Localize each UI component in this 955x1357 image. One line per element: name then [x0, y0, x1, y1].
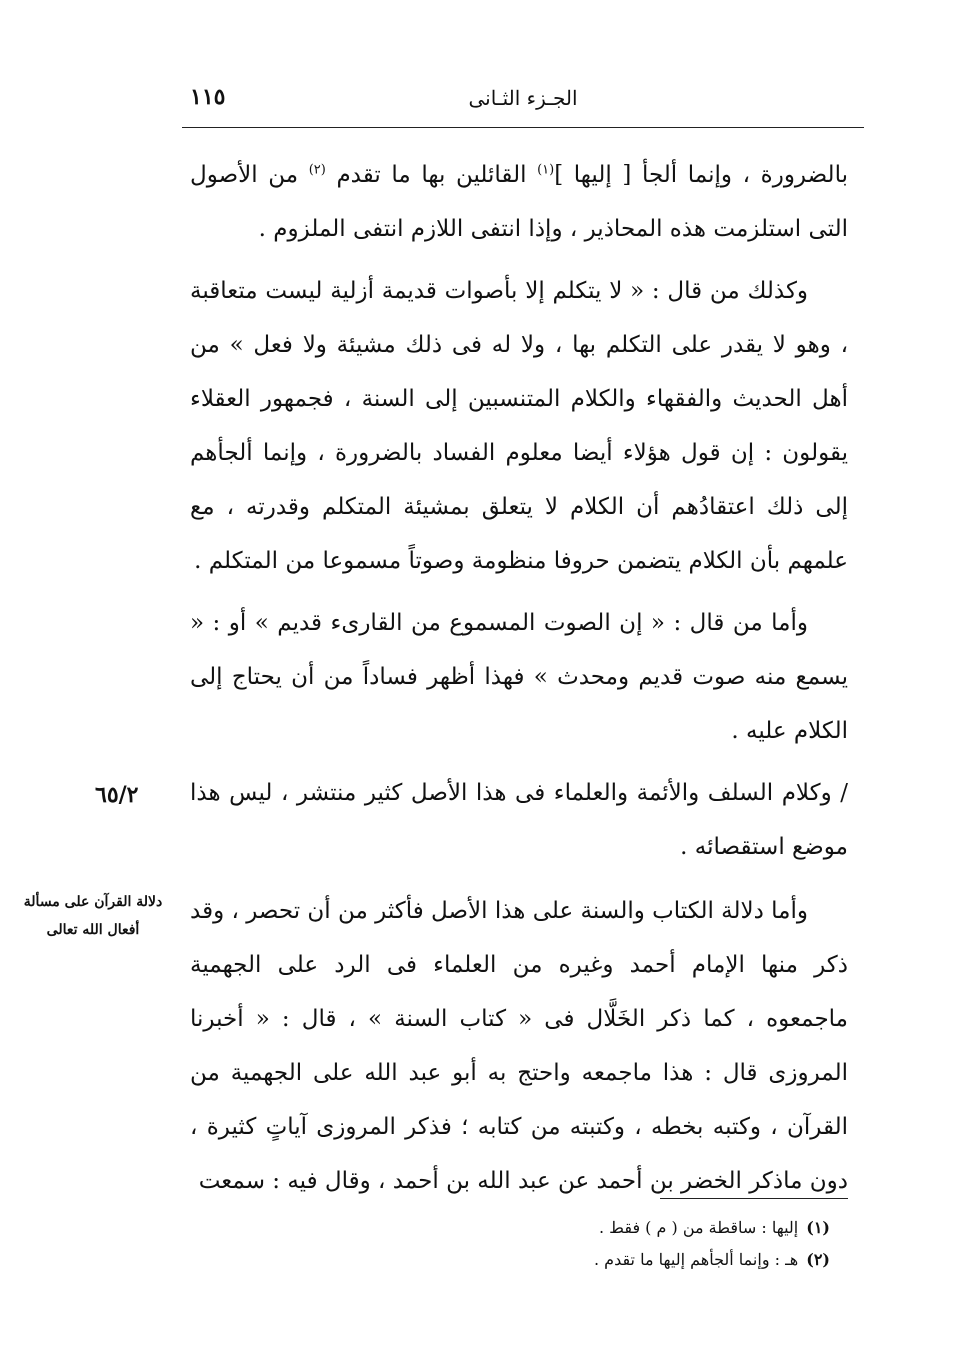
- paragraph-5: وأما دلالة الكتاب والسنة على هذا الأصل فأكثر من أن تحصر ، وقد ذكر منها الإمام أحمد وغيره من العلماء فى الرد على الجهمية ماجمعوه ، كما ذكر الخَلَّال فى « كتاب السنة » ، قال : « أخبرنا المروزى قال : هذا ماجمعه واحتج به أبو عبد الله على الجهمية من القرآن ، وكتبه بخطه ، وكتبته من كتابه ؛ فذكر المروزى آياتٍ كثيرة ، دون ماذكر الخضر بن أحمد عن عبد الله بن أحمد ، وقال فيه : سمعت: [190, 898, 848, 1194]
- footnote-1-number: (١): [806, 1218, 830, 1237]
- header-divider: [182, 127, 864, 128]
- paragraph-2: وكذلك من قال : « لا يتكلم إلا بأصوات قديمة أزلية ليست متعاقبة ، وهو لا يقدر على التكلم بها ، ولا له فى ذلك مشيئة ولا فعل » من أهل الحديث والفقهاء والكلام المتنسبين إلى السنة ، فجمهور العقلاء يقولون : إن قول هؤلاء أيضا معلوم الفساد بالضرورة ، وإنما ألجأهم إلى ذلك اعتقادُهم أن الكلام لا يتعلق بمشيئة المتكلم وقدرته ، مع علمهم بأن الكلام يتضمن حروفا منظومة وصوتاً مسموعا من المتكلم .: [190, 278, 848, 574]
- paragraph-3: وأما من قال : « إن الصوت المسموع من القارىء قديم » أو : « يسمع منه صوت قديم ومحدث » فهذا أظهر فساداً من أن يحتاج إلى الكلام عليه .: [190, 610, 848, 744]
- paragraph-1-text-b: القائلين بها ما تقدم: [325, 162, 538, 188]
- footnotes: [300, 1212, 830, 1276]
- margin-volume-page-reference: ٦٥/٢: [95, 782, 139, 808]
- page-number: ١١٥: [190, 84, 226, 110]
- paragraph-1-text-a: بالضرورة ، وإنما ألجأ [ إليها ]: [554, 162, 848, 188]
- running-title: الجـزء الثـانى: [468, 86, 578, 110]
- page-header: [182, 82, 864, 122]
- footnote-marker-2: (٢): [308, 162, 326, 178]
- paragraph-1-text-c: من الأصول التى استلزمت هذه المحاذير ، وإذا انتفى اللازم انتفى الملزوم .: [190, 162, 848, 242]
- main-text: [190, 148, 848, 1216]
- footnote-2-number: (٢): [806, 1250, 830, 1269]
- paragraph-1: [190, 148, 848, 256]
- footnote-2-text: هـ : وإنما ألجأهم إليها ما تقدم .: [593, 1250, 799, 1269]
- margin-section-heading: دلالة القرآن على مسألة أفعال الله تعالى: [23, 894, 163, 938]
- footnote-1: [300, 1212, 830, 1244]
- paragraph-4: / وكلام السلف والأئمة والعلماء فى هذا الأصل كثير منتشر ، ليس هذا موضع استقصائه .: [190, 780, 848, 860]
- footnote-2: [300, 1244, 830, 1276]
- footnote-divider: [660, 1198, 848, 1199]
- footnote-1-text: إليها : ساقطة من ( م ) فقط .: [598, 1218, 799, 1237]
- footnote-marker-1: (١): [537, 162, 555, 178]
